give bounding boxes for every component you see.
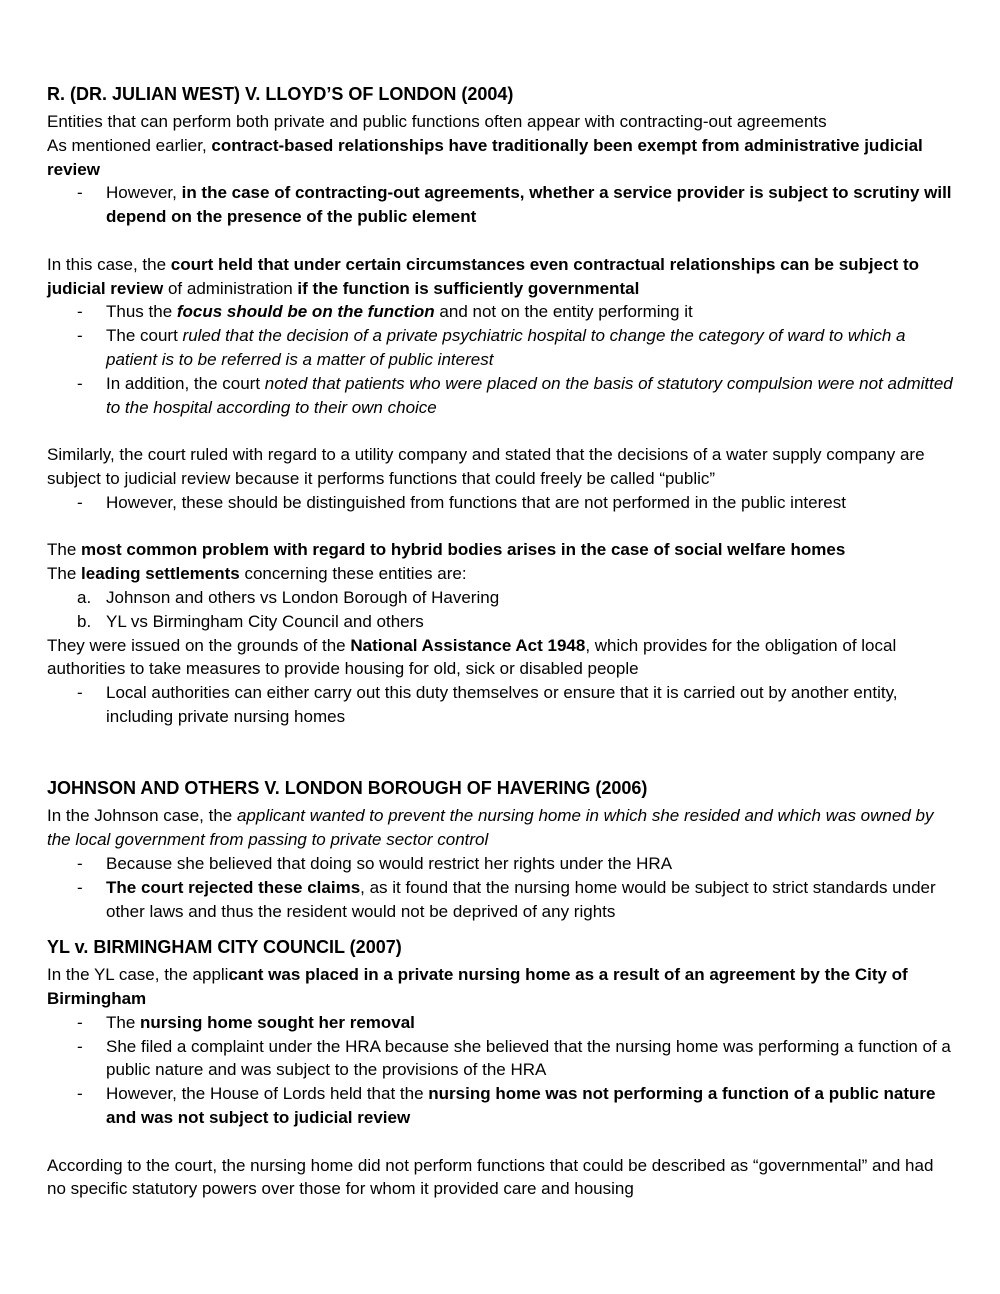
section-heading-johnson-v-havering: JOHNSON AND OTHERS V. LONDON BOROUGH OF HAVERING (2006): [47, 778, 648, 799]
text: However, the House of Lords held that the: [106, 1084, 429, 1104]
list-item: [47, 876, 957, 924]
bold-italic-text: focus should be on the function: [176, 302, 435, 322]
paragraph: [47, 804, 957, 852]
bullet-list: [47, 681, 957, 729]
paragraph: [47, 538, 957, 562]
text: The court: [106, 326, 183, 346]
paragraph: [47, 443, 957, 491]
list-item: [47, 681, 957, 729]
list-item: [47, 300, 957, 324]
bullet-list: [47, 300, 957, 419]
paragraph: [47, 634, 957, 682]
list-item: [47, 491, 957, 515]
text: According to the court, the nursing home did not perform functions that could be described as “governmental” and had no specific statutory powers over those for whom it provided care and housing: [47, 1155, 934, 1199]
text: Local authorities can either carry out this duty themselves or ensure that it is carried out by another entity, including private nursing homes: [106, 683, 898, 726]
paragraph: [47, 562, 957, 586]
paragraph: [47, 963, 957, 1011]
section-heading-west-v-lloyds: R. (DR. JULIAN WEST) V. LLOYD’S OF LONDON (2004): [47, 84, 514, 104]
bold-text: cant was placed in a private nursing home as a result of an agreement by the City of Birmingham: [47, 965, 908, 1009]
text: Similarly, the court ruled with regard to a utility company and stated that the decisions of a water supply company are subject to judicial review because it performs functions that could freely be called “public”: [47, 445, 925, 488]
bold-text: contract-based relationships have traditionally been exempt from administrative judicial review: [47, 135, 923, 179]
section-heading-yl-v-birmingham: YL v. BIRMINGHAM CITY COUNCIL (2007): [47, 937, 402, 958]
text: She filed a complaint under the HRA because she believed that the nursing home was performing a function of a public nature and was subject to the provisions of the HRA: [106, 1036, 951, 1080]
text: However,: [106, 183, 182, 203]
text: In addition, the court: [106, 373, 265, 393]
text: and not on the entity performing it: [434, 302, 693, 322]
list-item: [47, 610, 957, 634]
bold-text: nursing home was not performing a function of a public nature and was not subject to judicial review: [106, 1084, 936, 1128]
text: Entities that can perform both private and public functions often appear with contracting-out agreements: [47, 112, 827, 131]
bold-text: if the function is sufficiently governmental: [297, 278, 640, 298]
text: The: [47, 564, 82, 584]
bold-text: most common problem with regard to hybrid bodies arises in the case of social welfare homes: [81, 540, 846, 560]
lettered-list: [47, 586, 957, 634]
text: In this case, the: [47, 254, 171, 274]
list-item: [47, 1082, 957, 1130]
list-item: [47, 586, 957, 610]
bold-text: nursing home sought her removal: [140, 1012, 415, 1032]
list-item: [47, 181, 957, 229]
paragraph: [47, 1154, 957, 1202]
bullet-list: [47, 1011, 957, 1130]
list-item: [47, 372, 957, 420]
text: The: [106, 1012, 141, 1032]
paragraph: [47, 253, 957, 301]
italic-text: ruled that the decision of a private psychiatric hospital to change the category of ward to which a patient is to be referred is a matter of public interest: [106, 326, 906, 369]
list-marker: a.: [77, 587, 92, 607]
bullet-list: [47, 852, 957, 923]
text: In the Johnson case, the: [47, 806, 237, 826]
bullet-list: [47, 491, 957, 515]
bold-text: court held that under certain circumstances even contractual relationships can be subject to judicial review: [47, 254, 919, 298]
bold-text: in the case of contracting-out agreements, whether a service provider is subject to scrutiny will depend on the presence of the public element: [106, 183, 952, 227]
list-item: [47, 852, 957, 876]
text: , which provides for the obligation of local authorities to take measures to provide housing for old, sick or disabled people: [47, 635, 897, 679]
bold-text: leading settlements: [81, 564, 240, 584]
text: , as it found that the nursing home would be subject to strict standards under other laws and thus the resident would not be deprived of any rights: [106, 877, 936, 921]
text: As mentioned earlier,: [47, 135, 212, 155]
list-item: [47, 1011, 957, 1035]
text: Thus the: [106, 302, 177, 322]
bold-text: National Assistance Act 1948: [350, 635, 586, 655]
italic-text: noted that patients who were placed on the basis of statutory compulsion were not admitted to the hospital according to their own choice: [106, 373, 953, 417]
document-page: [47, 82, 957, 1201]
text: of administration: [163, 278, 298, 298]
bullet-list: [47, 181, 957, 229]
text: Johnson and others vs London Borough of Havering: [106, 587, 500, 607]
text: The: [47, 540, 82, 560]
paragraph: [47, 110, 957, 134]
text: However, these should be distinguished from functions that are not performed in the public interest: [106, 492, 846, 512]
text: YL vs Birmingham City Council and others: [106, 611, 424, 631]
list-item: [47, 324, 957, 372]
text: They were issued on the grounds of the: [47, 635, 351, 655]
text: concerning these entities are:: [239, 564, 467, 584]
paragraph: [47, 134, 957, 182]
bold-text: The court rejected these claims: [106, 877, 361, 897]
text: Because she believed that doing so would restrict her rights under the HRA: [106, 853, 673, 873]
text: In the YL case, the appli: [47, 965, 229, 985]
list-marker: b.: [77, 611, 92, 631]
list-item: [47, 1035, 957, 1083]
italic-text: applicant wanted to prevent the nursing home in which she resided and which was owned by the local government from passing to private sector control: [47, 806, 934, 850]
